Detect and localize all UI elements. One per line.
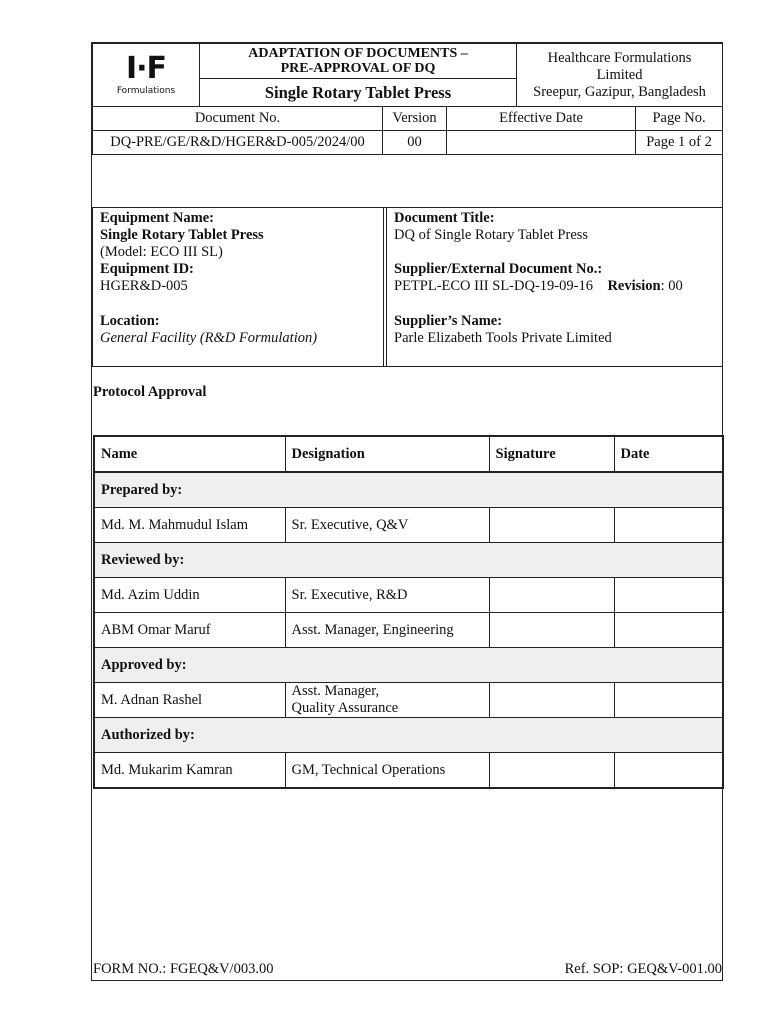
title-line-2: PRE-APPROVAL OF DQ [280,61,436,77]
company-name-line-2: Limited [596,66,643,83]
group-row-approved [94,648,723,683]
company-info [517,44,723,107]
meta-page-no: Page 1 of 2 [636,131,723,155]
person-designation: Asst. Manager, Engineering [285,613,489,648]
supplier-document-label: Supplier/External Document No.: [394,261,603,277]
meta-header-version: Version [383,107,447,131]
date-cell[interactable] [614,753,723,789]
revision-label: Revision [607,278,661,294]
approval-table [93,435,724,789]
person-designation [285,683,489,718]
signature-cell[interactable] [489,753,614,789]
person-designation: Sr. Executive, Q&V [285,508,489,543]
signature-cell[interactable] [489,613,614,648]
group-label: Reviewed by: [94,543,723,578]
location-label: Location: [100,313,160,329]
person-name: Md. M. Mahmudul Islam [94,508,285,543]
group-row-authorized [94,718,723,753]
table-row [94,508,723,543]
date-cell[interactable] [614,683,723,718]
meta-header-document-no: Document No. [93,107,383,131]
date-cell[interactable] [614,508,723,543]
supplier-name-label: Supplier’s Name: [394,313,503,329]
person-name: ABM Omar Maruf [94,613,285,648]
company-logo [93,44,200,107]
approval-header-row [94,436,723,472]
reference-sop: Ref. SOP: GEQ&V-001.00 [564,961,722,977]
meta-header-page-no: Page No. [636,107,723,131]
signature-cell[interactable] [489,578,614,613]
meta-version: 00 [383,131,447,155]
equipment-id: HGER&D-005 [100,278,188,294]
designation-line-2: Quality Assurance [291,700,399,716]
document-details [386,208,723,366]
equipment-id-label: Equipment ID: [100,261,194,277]
document-category-title [200,44,517,79]
person-designation: GM, Technical Operations [285,753,489,789]
group-label: Prepared by: [94,472,723,508]
document-subtitle: Single Rotary Tablet Press [200,79,517,107]
equipment-name-label: Equipment Name: [100,210,214,226]
supplier-document-row [394,278,716,295]
meta-document-no: DQ-PRE/GE/R&D/HGER&D-005/2024/00 [93,131,383,155]
equipment-details [93,208,384,366]
table-row [94,578,723,613]
document-title-label: Document Title: [394,210,495,226]
person-designation: Sr. Executive, R&D [285,578,489,613]
date-cell[interactable] [614,578,723,613]
equipment-model: (Model: ECO III SL) [100,244,223,260]
revision-value: : 00 [660,278,683,294]
table-row [94,613,723,648]
group-row-prepared [94,472,723,508]
signature-cell[interactable] [489,683,614,718]
date-cell[interactable] [614,613,723,648]
company-address: Sreepur, Gazipur, Bangladesh [533,83,706,100]
document-header [92,43,723,155]
supplier-name-value: Parle Elizabeth Tools Private Limited [394,330,612,346]
column-header-name: Name [94,436,285,472]
column-header-date: Date [614,436,723,472]
form-number: FORM NO.: FGEQ&V/003.00 [93,961,274,977]
meta-effective-date [447,131,636,155]
person-name: Md. Mukarim Kamran [94,753,285,789]
logo-text: Formulations [116,86,176,96]
column-header-designation: Designation [285,436,489,472]
meta-header-effective-date: Effective Date [447,107,636,131]
group-label: Authorized by: [94,718,723,753]
logo-mark: I·F [125,51,167,86]
column-header-signature: Signature [489,436,614,472]
equipment-name: Single Rotary Tablet Press [100,227,264,243]
supplier-document-no: PETPL-ECO III SL-DQ-19-09-16 [394,278,593,294]
document-title-value: DQ of Single Rotary Tablet Press [394,227,589,243]
signature-cell[interactable] [489,508,614,543]
person-name: M. Adnan Rashel [94,683,285,718]
designation-line-1: Asst. Manager, [291,683,380,699]
table-row [94,753,723,789]
group-row-reviewed [94,543,723,578]
title-line-1: ADAPTATION OF DOCUMENTS – [248,46,468,62]
equipment-info-box [92,207,723,367]
person-name: Md. Azim Uddin [94,578,285,613]
group-label: Approved by: [94,648,723,683]
company-name-line-1: Healthcare Formulations [547,49,692,66]
location-value: General Facility (R&D Formulation) [100,330,318,346]
table-row [94,683,723,718]
protocol-approval-title: Protocol Approval [93,384,207,400]
